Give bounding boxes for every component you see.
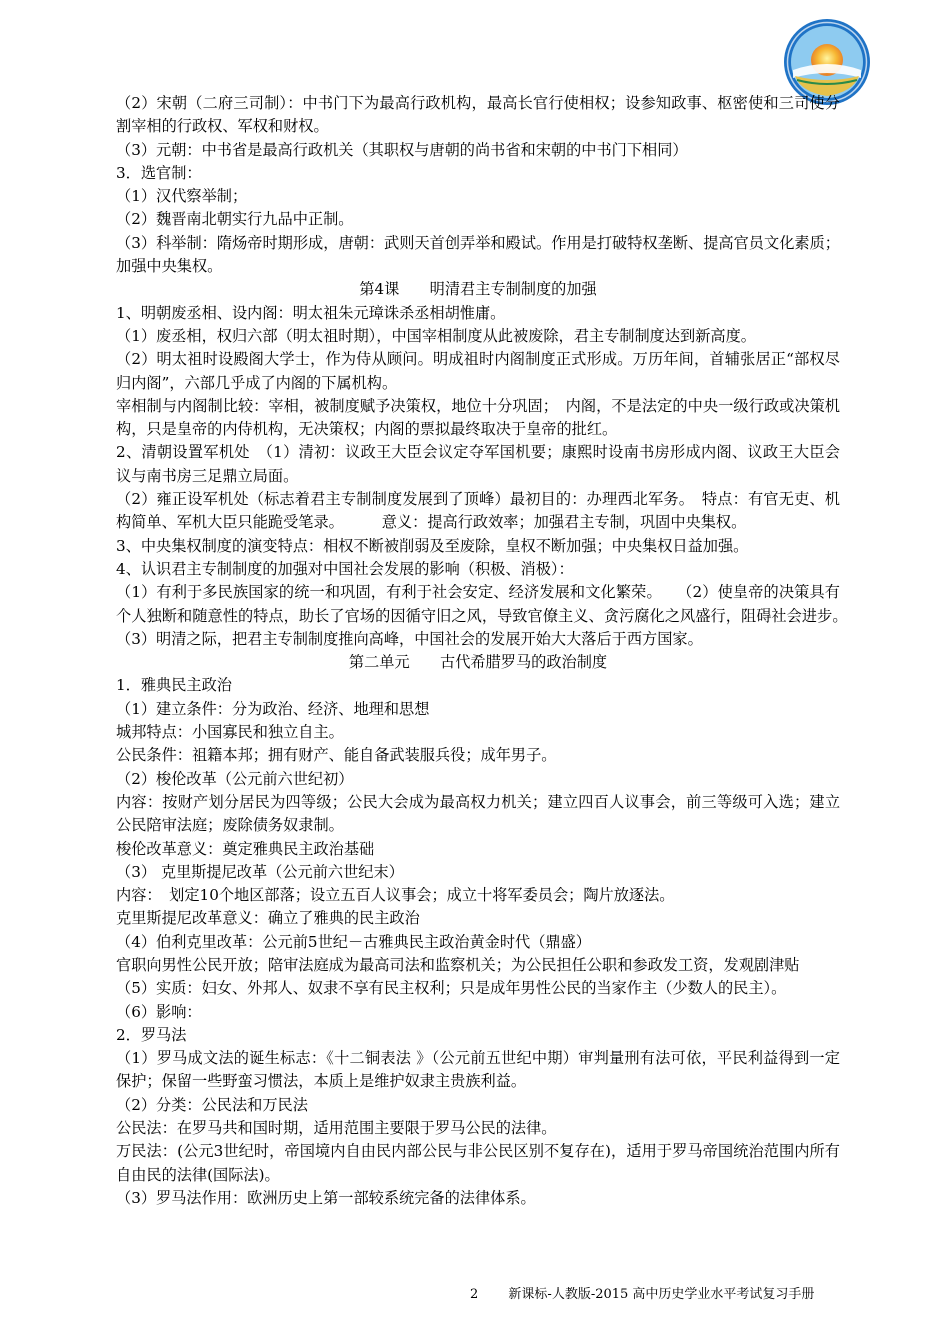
text-line: （1）罗马成文法的诞生标志：《十二铜表法 》（公元前五世纪中期）审判量刑有法可依，平民利益得到一定保护；保留一些野蛮习惯法，本质上是维护奴隶主贵族利益。 [116, 1049, 840, 1091]
text-line: （1）有利于多民族国家的统一和巩固，有利于社会安定、经济发展和文化繁荣。 （2）使皇帝的决策具有个人独断和随意性的特点，助长了官场的因循守旧之风，导致官僚主义、贪污腐化之风盛行，阻碍社会进步。 （3）明清之际，把君主专制制度推向高峰，中国社会的发展开始大大落后于西方国家。 [116, 583, 856, 648]
text-line: （2）明太祖时设殿阁大学士，作为侍从顾问。明成祖时内阁制度正式形成。万历年间，首辅张居正“部权尽归内阁”，六部几乎成了内阁的下属机构。 [116, 350, 840, 392]
text-line: （2）宋朝（二府三司制）：中书门下为最高行政机构，最高长官行使相权；设参知政事、枢密使和三司使分割宰相的行政权、军权和财权。 [116, 94, 840, 136]
text-line: 4、认识君主专制制度的加强对中国社会发展的影响（积极、消极）： [116, 559, 574, 578]
text-line: 城邦特点：小国寡民和独立自主。 [116, 723, 344, 742]
text-line: （5）实质：妇女、外邦人、奴隶不享有民主权利；只是成年男性公民的当家作主（少数人的民主）。 [116, 979, 787, 998]
text-line: （3）元朝：中书省是最高行政机关（其职权与唐朝的尚书省和宋朝的中书门下相同） [116, 140, 688, 159]
text-line: 1．雅典民主政治 [116, 676, 232, 695]
page-footer [470, 1283, 814, 1302]
text-line: （3） 克里斯提尼改革（公元前六世纪末） [116, 862, 404, 881]
lesson-heading: 第4课 明清君主专制制度的加强 [359, 280, 597, 299]
text-line: 2．罗马法 [116, 1025, 187, 1044]
text-line: （2）梭伦改革（公元前六世纪初） [116, 769, 354, 788]
text-line: （6）影响： [116, 1002, 202, 1021]
document-body [116, 92, 856, 1210]
text-line: （1）废丞相，权归六部（明太祖时期），中国宰相制度从此被废除，君主专制制度达到新高度。 [116, 326, 756, 345]
text-line: 1、明朝废丞相、设内阁：明太祖朱元璋诛杀丞相胡惟庸。 [116, 303, 506, 322]
text-line: 公民条件：祖籍本邦；拥有财产、能自备武装服兵役；成年男子。 [116, 746, 557, 765]
text-line: 梭伦改革意义：奠定雅典民主政治基础 [116, 839, 375, 858]
text-line: 克里斯提尼改革意义：确立了雅典的民主政治 [116, 909, 420, 928]
text-line: 3．选官制： [116, 163, 202, 182]
text-line: （1）汉代察举制； [116, 187, 248, 206]
text-line: 2、清朝设置军机处 （1）清初：议政王大臣会议定夺军国机要；康熙时设南书房形成内阁、议政王大臣会议与南书房三足鼎立局面。 [116, 443, 840, 485]
text-line: （3）罗马法作用：欧洲历史上第一部较系统完备的法律体系。 [116, 1188, 536, 1207]
text-line: 3、中央集权制度的演变特点：相权不断被削弱及至废除，皇权不断加强；中央集权日益加强。 [116, 536, 749, 555]
text-line: （2）魏晋南北朝实行九品中正制。 [116, 210, 354, 229]
footer-text: 新课标-人教版-2015 高中历史学业水平考试复习手册 [508, 1287, 815, 1302]
text-line: 万民法：(公元3世纪时，帝国境内自由民内部公民与非公民区别不复存在)，适用于罗马帝国统治范围内所有自由民的法律(国际法)。 [116, 1142, 840, 1184]
text-line: （3）科举制：隋炀帝时期形成，唐朝：武则天首创弄举和殿试。作用是打破特权垄断、提高官员文化素质；加强中央集权。 [116, 233, 840, 276]
text-line: 宰相制与内阁制比较：宰相，被制度赋予决策权，地位十分巩固； 内阁，不是法定的中央一级行政或决策机构，只是皇帝的内侍机构，无决策权；内阁的票拟最终取决于皇帝的批红。 [116, 396, 840, 439]
text-line: 内容：按财产划分居民为四等级；公民大会成为最高权力机关；建立四百人议事会，前三等级可入选；建立公民陪审法庭；废除债务奴隶制。 [116, 792, 840, 835]
text-line: 内容： 划定10个地区部落；设立五百人议事会；成立十将军委员会；陶片放逐法。 [116, 886, 675, 905]
page-number: 2 [470, 1287, 479, 1302]
text-line: （4）伯利克里改革：公元前5世纪－古雅典民主政治黄金时代（鼎盛） [116, 932, 591, 951]
text-line: （2）分类：公民法和万民法 [116, 1095, 308, 1114]
text-line: 官职向男性公民开放；陪审法庭成为最高司法和监察机关；为公民担任公职和参政发工资，发观剧津贴 [116, 955, 800, 974]
text-line: （2）雍正设军机处（标志着君主专制制度发展到了顶峰）最初目的：办理西北军务。 特点：有官无吏、机构简单、军机大臣只能跪受笔录。 意义：提高行政效率；加强君主专制，巩固中央集权。 [116, 490, 840, 532]
text-line: 公民法：在罗马共和国时期，适用范围主要限于罗马公民的法律。 [116, 1119, 557, 1138]
unit-heading: 第二单元 古代希腊罗马的政治制度 [348, 653, 608, 672]
text-line: （1）建立条件：分为政治、经济、地理和思想 [116, 699, 430, 718]
